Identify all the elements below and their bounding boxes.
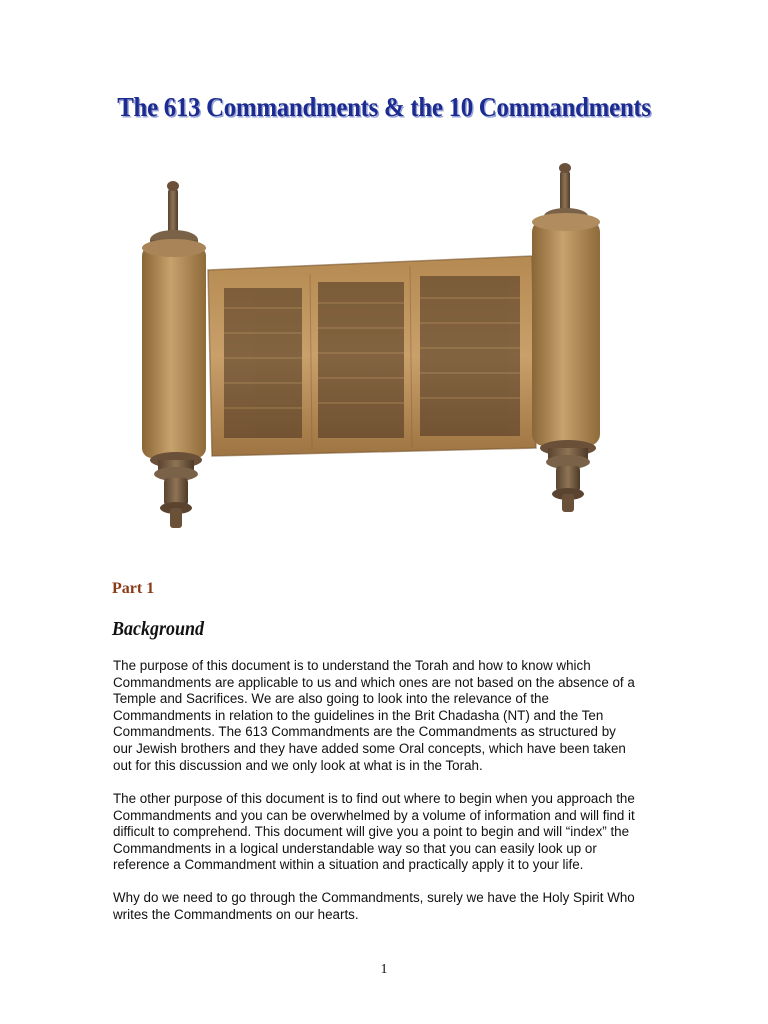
paragraph-line: our Jewish brothers and they have added some Oral concepts, which have been taken [113, 740, 626, 756]
paragraph-line: out for this discussion and we only look at what is in the Torah. [113, 757, 483, 773]
paragraph-2 [113, 791, 658, 874]
section-heading: Background [112, 618, 205, 640]
document-title: The 613 Commandments & the 10 Commandments [117, 92, 651, 122]
paragraph-1 [113, 658, 658, 774]
part-label: Part 1 [112, 580, 155, 597]
paragraph-line: Temple and Sacrifices. We are also going to look into the relevance of the [113, 691, 549, 707]
paragraph-line: The purpose of this document is to understand the Torah and how to know which [113, 658, 591, 673]
paragraph-line: difficult to comprehend. This document will give you a point to begin and will “index” the [113, 824, 630, 840]
paragraph-line: Commandments in relation to the guidelines in the Brit Chadasha (NT) and the Ten [113, 707, 604, 723]
paragraph-line: Commandments and you can be overwhelmed by a volume of information and will find it [113, 807, 635, 823]
torah-scroll-image [112, 148, 656, 560]
paragraph-line: writes the Commandments on our hearts. [113, 906, 359, 922]
paragraph-line: Why do we need to go through the Commandments, surely we have the Holy Spirit Who [113, 890, 635, 905]
page-number: 1 [380, 962, 388, 977]
paragraph-line: reference a Commandment within a situation and practically apply it to your life. [113, 857, 584, 873]
paragraph-line: Commandments are applicable to us and which ones are not based on the absence of a [113, 674, 635, 690]
paragraph-3 [113, 890, 658, 923]
paragraph-line: The other purpose of this document is to find out where to begin when you approach the [113, 791, 635, 806]
paragraph-line: Commandments in a logical understandable way so that you can easily look up or [113, 840, 597, 856]
paragraph-line: Commandments. The 613 Commandments are the Commandments as structured by [113, 724, 616, 740]
